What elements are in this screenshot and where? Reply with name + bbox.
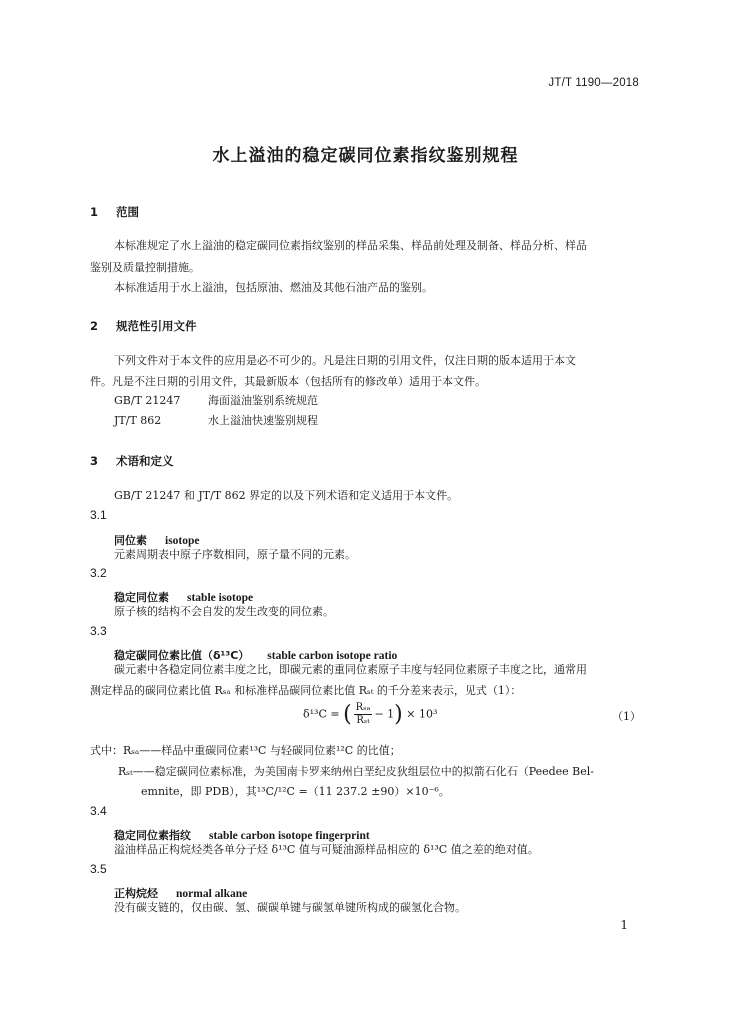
term-3-1-number: 3.1 [90,508,107,522]
term-3-2-number: 3.2 [90,566,107,580]
reference-title: 海面溢油鉴别系统规范 [208,394,318,407]
term-3-1-definition: 元素周期表中原子序数相同，原子量不同的元素。 [114,548,356,561]
document-title: 水上溢油的稳定碳同位素指纹鉴别规程 [212,146,519,166]
term-3-3-number: 3.3 [90,624,107,638]
reference-title: 水上溢油快速鉴别规程 [208,414,318,427]
left-paren-icon: ( [343,702,352,727]
term-3-2-heading [114,586,253,605]
formula-minus-one: − 1 [374,707,395,721]
term-3-3-heading [114,644,397,663]
term-3-4-heading [114,824,370,843]
section-1-title: 范围 [116,205,139,219]
term-3-5-heading [114,882,247,901]
s1-para1-line2: 鉴别及质量控制措施。 [90,261,200,274]
section-3-number: 3 [90,454,99,468]
formula-multiplier: × 10³ [406,707,438,721]
term-zh: 正构烷烃 [114,887,158,900]
section-3-heading [90,453,174,469]
reference-code: GB/T 21247 [114,394,181,407]
term-en: isotope [165,535,200,547]
formula-1 [303,702,437,727]
term-zh: 稳定同位素 [114,591,169,604]
section-1-heading [90,204,139,220]
s1-para2: 本标准适用于水上溢油，包括原油、燃油及其他石油产品的鉴别。 [114,281,433,294]
formula-denominator: Rₛₜ [356,715,370,726]
standard-code: JT/T 1190—2018 [548,77,639,89]
right-paren-icon: ) [394,702,403,727]
term-en: stable carbon isotope ratio [267,650,398,662]
term-3-3-def-line2: 测定样品的碳同位素比值 Rₛₐ 和标准样品碳同位素比值 Rₛₜ 的千分差来表示，见式（1）： [90,684,522,697]
s3-intro: GB/T 21247 和 JT/T 862 界定的以及下列术语和定义适用于本文件。 [114,489,459,502]
term-3-5-number: 3.5 [90,862,107,876]
formula-numerator: Rₛₐ [355,702,371,713]
term-3-5-definition: 没有碳支链的，仅由碳、氢、碳碳单键与碳氢单键所构成的碳氢化合物。 [114,901,466,914]
term-3-2-definition: 原子核的结构不会自发的发生改变的同位素。 [114,605,334,618]
formula-lhs: δ¹³C = [303,707,340,721]
s2-para-line2: 件。凡是不注日期的引用文件，其最新版本（包括所有的修改单）适用于本文件。 [90,375,486,388]
formula-fraction [354,702,373,727]
reference-code: JT/T 862 [114,414,162,427]
s1-para1-line1: 本标准规定了水上溢油的稳定碳同位素指纹鉴别的样品采集、样品前处理及制备、样品分析、样品 [114,239,587,252]
term-3-3-def-line1: 碳元素中各稳定同位素丰度之比，即碳元素的重同位素原子丰度与轻同位素原子丰度之比，通常用 [114,663,587,676]
s2-para-line1: 下列文件对于本文件的应用是必不可少的。凡是注日期的引用文件，仅注日期的版本适用于本文 [114,354,576,367]
reference-item [114,394,318,407]
section-2-heading [90,318,197,334]
section-2-number: 2 [90,319,99,333]
page-number: 1 [620,918,628,932]
section-1-number: 1 [90,205,99,219]
term-3-4-number: 3.4 [90,804,107,818]
term-en: stable isotope [187,592,254,604]
term-zh: 稳定同位素指纹 [114,829,191,842]
formula-where-line2: Rₛₜ——稳定碳同位素标准，为美国南卡罗来纳州白垩纪皮狄组层位中的拟箭石化石（Peedee Bel- [118,765,595,778]
term-en: stable carbon isotope fingerprint [209,830,370,842]
reference-item [114,414,318,427]
term-zh: 同位素 [114,534,147,547]
section-2-title: 规范性引用文件 [116,319,197,333]
section-3-title: 术语和定义 [116,454,174,468]
term-3-4-definition: 溢油样品正构烷烃类各单分子烃 δ¹³C 值与可疑油源样品相应的 δ¹³C 值之差的绝对值。 [114,843,539,856]
formula-where-line1: 式中：Rₛₐ——样品中重碳同位素¹³C 与轻碳同位素¹²C 的比值； [90,744,401,757]
term-3-1-heading [114,529,200,548]
formula-number: （1） [612,710,641,723]
term-zh: 稳定碳同位素比值（δ¹³C） [114,649,250,662]
formula-where-line3: emnite，即 PDB），其¹³C/¹²C =（11 237.2 ±90）×10⁻⁶。 [141,785,450,798]
term-en: normal alkane [176,888,248,900]
